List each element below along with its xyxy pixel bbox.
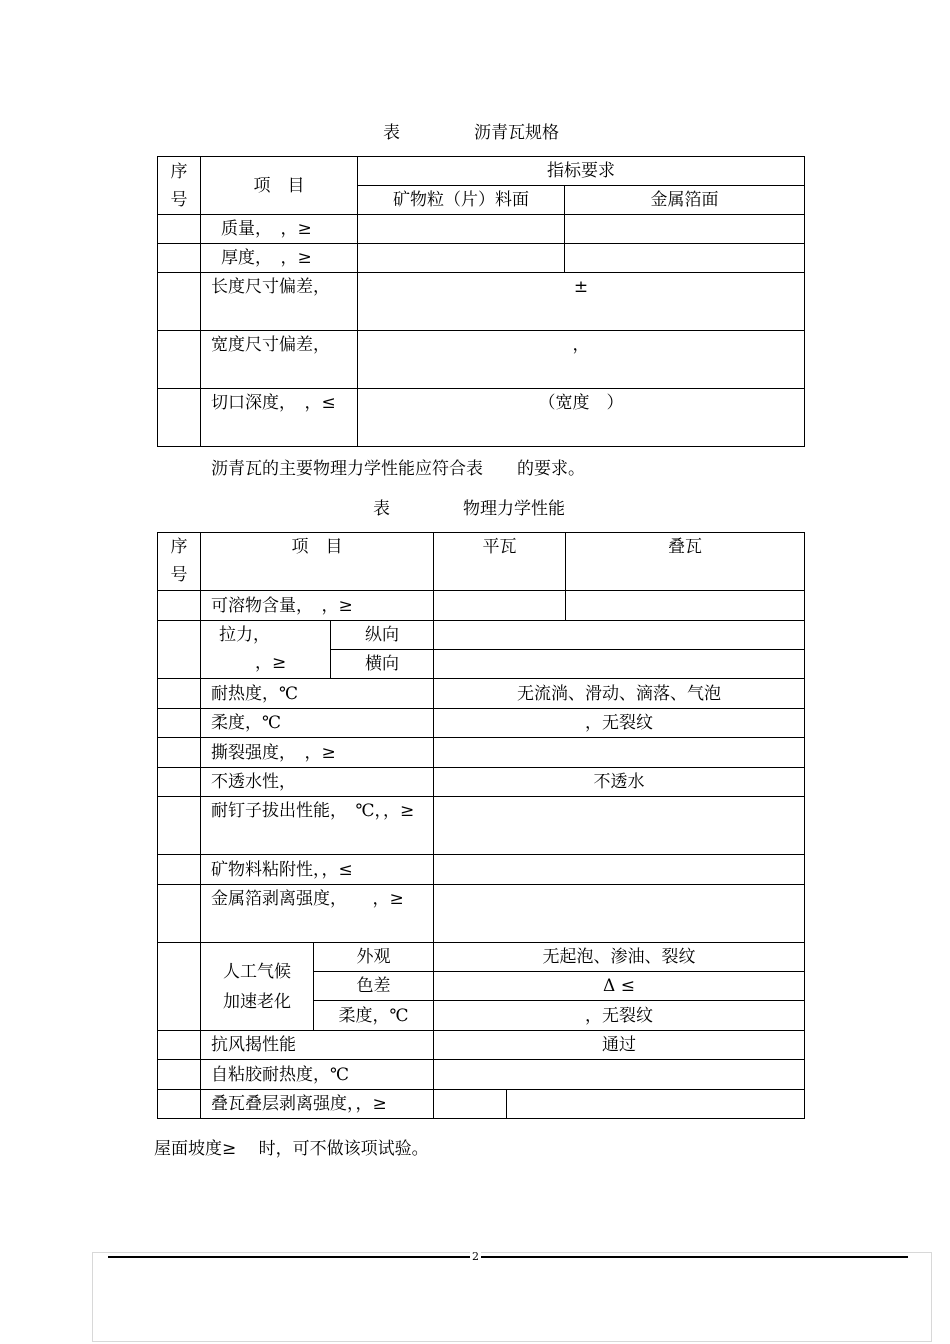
length-deviation-item: 长度尺寸偏差， (201, 273, 358, 331)
aging-flexibility-label: 柔度，℃ (314, 1001, 434, 1031)
value-cell (434, 650, 805, 679)
seq-header: 序号 (158, 157, 201, 215)
seq-cell (158, 855, 201, 885)
longitudinal-label: 纵向 (331, 621, 434, 650)
cut-depth-item: 切口深度， ，≤ (201, 389, 358, 447)
seq-cell (158, 738, 201, 768)
thickness-item: 厚度， ，≥ (201, 244, 358, 273)
seq-cell (158, 244, 201, 273)
self-adhesive-heat-item: 自粘胶耐热度，℃ (201, 1060, 434, 1090)
seq-cell (158, 273, 201, 331)
wind-uplift-value: 通过 (434, 1031, 805, 1060)
flexibility-item: 柔度，℃ (201, 709, 434, 738)
footer-rule (108, 1256, 908, 1258)
width-deviation-value: ， (358, 331, 805, 389)
table1-caption-title: 沥青瓦规格 (474, 123, 559, 143)
value-cell (434, 855, 805, 885)
tensile-item (201, 621, 331, 679)
stacked-tile-header: 叠瓦 (566, 533, 805, 591)
appearance-label: 外观 (314, 943, 434, 972)
flat-tile-header: 平瓦 (434, 533, 566, 591)
heat-resistance-item: 耐热度，℃ (201, 679, 434, 709)
width-deviation-item: 宽度尺寸偏差， (201, 331, 358, 389)
page-frame (92, 1252, 932, 1342)
value-cell (434, 621, 805, 650)
stack-peel-item: 叠瓦叠层剥离强度，，≥ (201, 1090, 434, 1119)
transverse-label: 横向 (331, 650, 434, 679)
mass-item: 质量， ，≥ (201, 215, 358, 244)
mineral-adhesion-item: 矿物料粘附性，，≤ (201, 855, 434, 885)
seq-cell (158, 885, 201, 943)
item-header: 项 目 (201, 157, 358, 215)
artificial-aging-label: 人工气候加速老化 (201, 943, 314, 1031)
cut-depth-value: （宽度 ） (358, 389, 805, 447)
value-cell (434, 591, 566, 621)
table2-caption-title: 物理力学性能 (463, 499, 565, 519)
seq-cell (158, 215, 201, 244)
seq-cell (158, 389, 201, 447)
value-cell (434, 1090, 507, 1119)
color-difference-value: Δ ≤ (434, 972, 805, 1001)
value-cell (358, 215, 565, 244)
mineral-surface-header: 矿物粒（片）料面 (358, 186, 565, 215)
value-cell (566, 591, 805, 621)
tensile-label: 拉力， (219, 625, 270, 645)
item-header: 项 目 (201, 533, 434, 591)
intro-text: 沥青瓦的主要物理力学性能应符合表 的要求。 (211, 459, 585, 479)
seq-cell (158, 1031, 201, 1060)
seq-cell (158, 797, 201, 855)
soluble-content-item: 可溶物含量， ，≥ (201, 591, 434, 621)
appearance-value: 无起泡、渗油、裂纹 (434, 943, 805, 972)
seq-cell (158, 679, 201, 709)
tensile-unit: ，≥ (255, 653, 287, 673)
metal-foil-header: 金属箔面 (565, 186, 805, 215)
seq-cell (158, 768, 201, 797)
foil-peel-item: 金属箔剥离强度， ，≥ (201, 885, 434, 943)
seq-cell (158, 621, 201, 679)
aging-flexibility-value: ，无裂纹 (434, 1001, 805, 1031)
value-cell (565, 215, 805, 244)
value-cell (358, 244, 565, 273)
impermeability-item: 不透水性， (201, 768, 434, 797)
page-number: 2 (472, 1250, 479, 1263)
value-cell (565, 244, 805, 273)
heat-resistance-value: 无流淌、滑动、滴落、气泡 (434, 679, 805, 709)
value-cell (434, 1060, 805, 1090)
value-cell (434, 738, 805, 768)
color-difference-label: 色差 (314, 972, 434, 1001)
seq-cell (158, 943, 201, 1031)
flexibility-value: ，无裂纹 (434, 709, 805, 738)
seq-cell (158, 591, 201, 621)
seq-cell (158, 1060, 201, 1090)
impermeability-value: 不透水 (434, 768, 805, 797)
footnote: 屋面坡度≥ 时，可不做该项试验。 (154, 1139, 429, 1159)
length-deviation-value: ± (358, 273, 805, 331)
wind-uplift-item: 抗风揭性能 (201, 1031, 434, 1060)
value-cell (434, 885, 805, 943)
value-cell (434, 797, 805, 855)
table1-caption-label: 表 (383, 123, 400, 143)
seq-header: 序号 (158, 533, 201, 591)
nail-pullout-item: 耐钉子拔出性能， ℃，，≥ (201, 797, 434, 855)
value-cell (507, 1090, 805, 1119)
requirement-header: 指标要求 (358, 157, 805, 186)
seq-cell (158, 331, 201, 389)
spec-table (157, 156, 805, 447)
seq-cell (158, 1090, 201, 1119)
seq-cell (158, 709, 201, 738)
tear-strength-item: 撕裂强度， ，≥ (201, 738, 434, 768)
physical-properties-table (157, 532, 805, 1119)
table2-caption-label: 表 (373, 499, 390, 519)
